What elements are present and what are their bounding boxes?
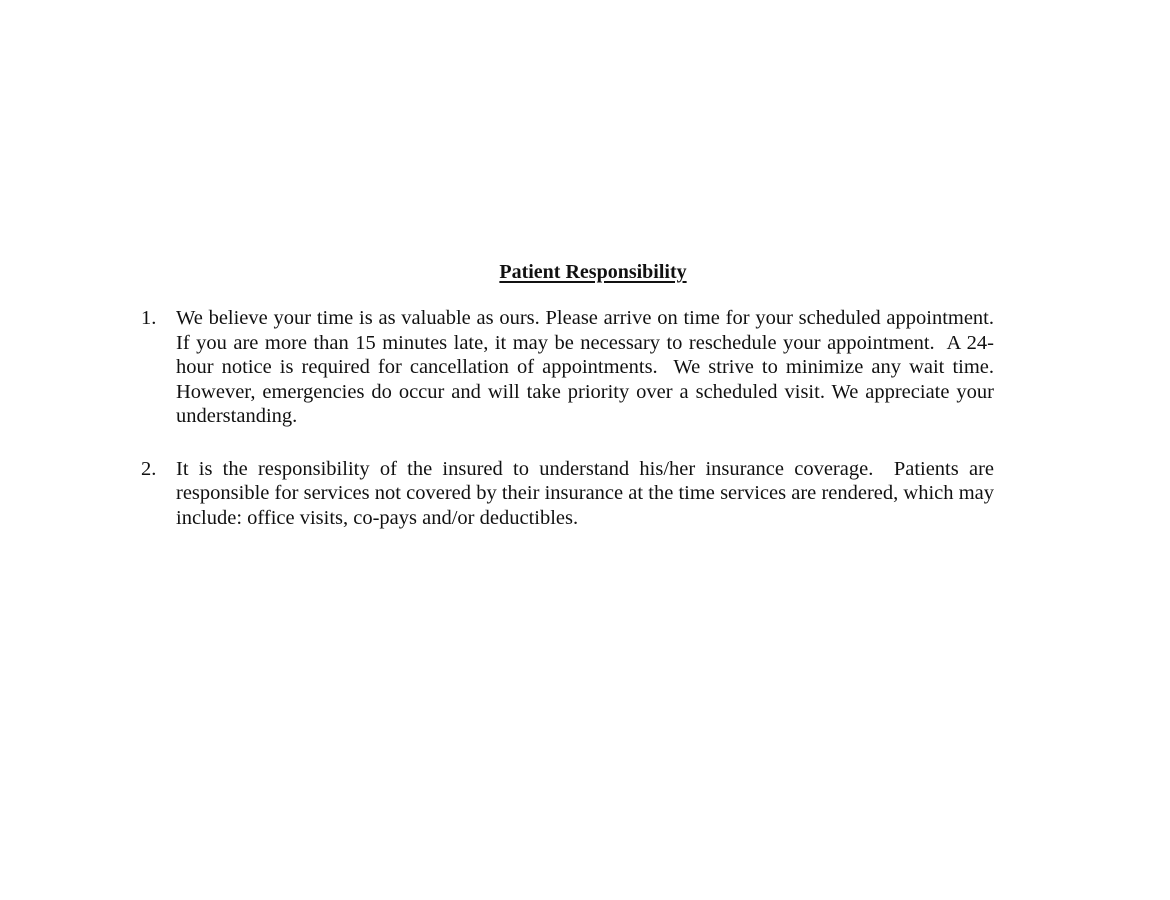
list-item xyxy=(141,457,1000,531)
responsibility-list xyxy=(141,306,1000,530)
list-item xyxy=(141,306,1000,429)
list-item-text: We believe your time is as valuable as ours. Please arrive on time for your scheduled appointment. If you are more than 15 minutes late, it may be necessary to reschedule your appointment. A 24-hour notice is required for cancellation of appointments. We strive to minimize any wait time. However, emergencies do occur and will take priority over a scheduled visit. We appreciate your understanding. xyxy=(176,307,1000,427)
document-title: Patient Responsibility xyxy=(499,261,687,283)
list-item-text: It is the responsibility of the insured to understand his/her insurance coverage. Patients are responsible for services not covered by their insurance at the time services are rendered, which may include: office visits, co-pays and/or deductibles. xyxy=(176,457,1000,529)
list-item-number: 1. xyxy=(141,307,157,329)
list-item-number: 2. xyxy=(141,457,157,480)
